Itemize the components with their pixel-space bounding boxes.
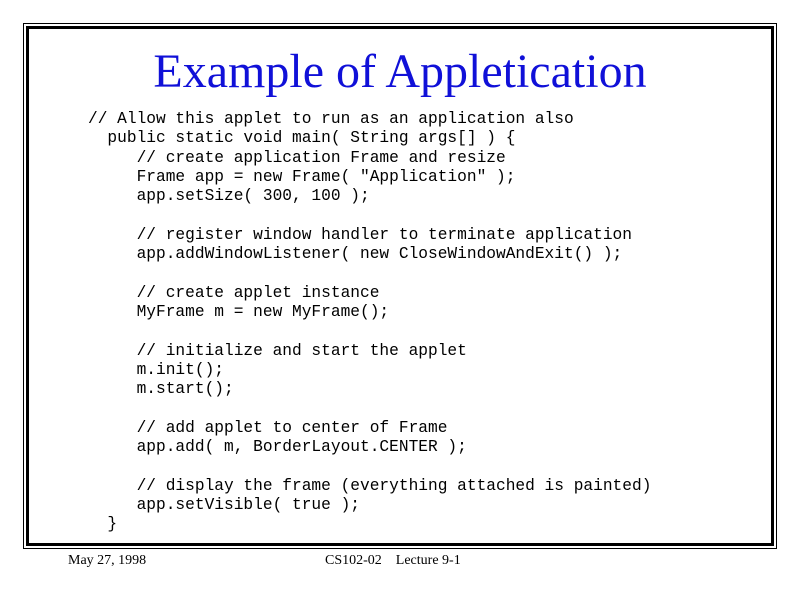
code-line: Frame app = new Frame( "Application" );: [88, 167, 516, 186]
code-line: // add applet to center of Frame: [88, 418, 448, 437]
code-line: [88, 399, 651, 418]
slide-title: Example of Appletication: [153, 45, 647, 98]
code-line: // Allow this applet to run as an application also: [88, 110, 574, 128]
code-line: [88, 322, 651, 341]
code-line: // create applet instance: [88, 283, 380, 302]
code-line: [88, 457, 651, 476]
code-line: [88, 264, 651, 283]
code-line: // register window handler to terminate application: [88, 225, 632, 244]
code-block: [88, 110, 651, 535]
code-line: MyFrame m = new MyFrame();: [88, 302, 390, 321]
code-line: public static void main( String args[] ) {: [88, 129, 516, 148]
code-line: // display the frame (everything attached is painted): [88, 476, 652, 495]
code-line: [88, 206, 651, 225]
code-line: m.init();: [88, 360, 224, 379]
footer-date: May 27, 1998: [68, 553, 147, 568]
code-line: app.setSize( 300, 100 );: [88, 187, 370, 206]
code-line: m.start();: [88, 380, 234, 399]
code-line: app.add( m, BorderLayout.CENTER );: [88, 438, 467, 457]
footer-course-lecture: CS102-02 Lecture 9-1: [325, 553, 461, 568]
code-line: // create application Frame and resize: [88, 148, 506, 167]
code-line: app.addWindowListener( new CloseWindowAndExit() );: [88, 245, 623, 264]
code-line: // initialize and start the applet: [88, 341, 467, 360]
code-line: app.setVisible( true );: [88, 495, 360, 514]
code-line: }: [88, 515, 118, 534]
